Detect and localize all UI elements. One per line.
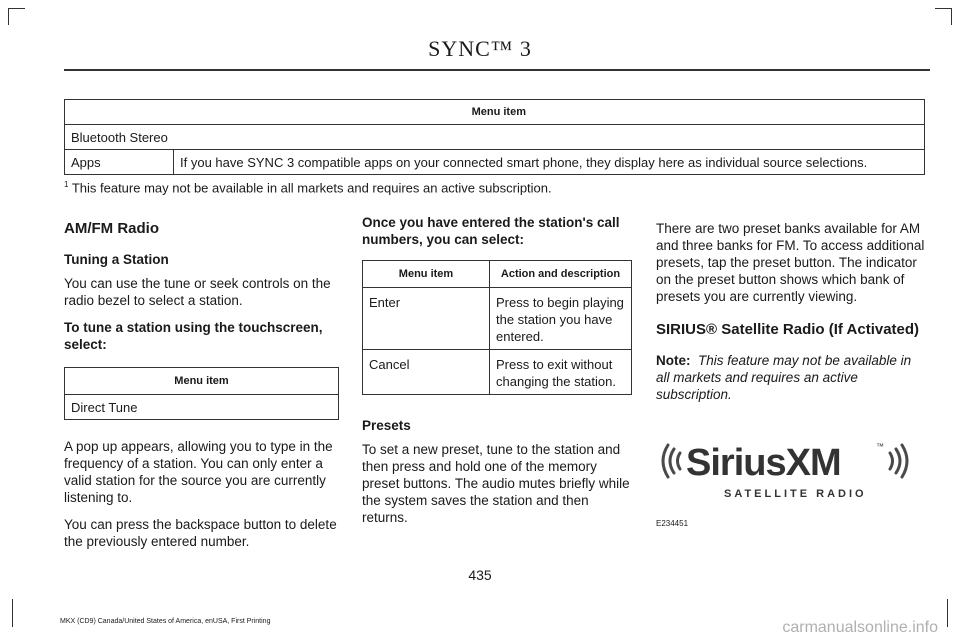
crop-mark-top-right: [935, 8, 952, 25]
page-footer: MKX (CD9) Canada/United States of America, enUSA, First Printing: [60, 618, 271, 625]
menu-table-row-apps-label: Apps: [65, 150, 174, 175]
menu-table-header: Menu item: [65, 100, 925, 125]
paragraph-bold: To tune a station using the touchscreen, select:: [64, 320, 323, 352]
logo-subtitle: SATELLITE RADIO: [724, 488, 867, 500]
section-heading-am-fm: AM/FM Radio: [64, 220, 159, 237]
direct-tune-table-header: Menu item: [65, 368, 339, 395]
action-table-item: Cancel: [363, 350, 490, 395]
footnote: [64, 180, 552, 195]
paragraph: A pop up appears, allowing you to type in the frequency of a station. You can only enter a valid station for the source you are currently listening to.: [64, 439, 333, 505]
subheading-presets: Presets: [362, 418, 411, 433]
logo-trademark: ™: [876, 442, 884, 451]
chapter-title: SYNC™ 3: [428, 36, 532, 61]
paragraph: You can press the backspace button to delete the previously entered number.: [64, 517, 337, 549]
page-number: 435: [468, 567, 492, 583]
image-id: E234451: [656, 519, 689, 528]
note-text: This feature may not be available in all markets and requires an active subscription.: [656, 353, 912, 402]
direct-tune-row: Direct Tune: [65, 395, 339, 420]
action-table-header-action: Action and description: [490, 261, 632, 288]
header-rule: [64, 69, 930, 71]
table-row: [363, 350, 632, 395]
table-row: [363, 288, 632, 350]
section-heading-sirius: SIRIUS® Satellite Radio (If Activated): [656, 321, 920, 338]
crop-mark-bottom-left: [12, 599, 13, 627]
menu-table: [64, 99, 925, 175]
watermark: carmanualsonline.info: [782, 619, 938, 636]
column-1: [64, 220, 339, 560]
column-2: [362, 214, 632, 536]
action-table-item: Enter: [363, 288, 490, 350]
siriusxm-logo-graphic: [656, 431, 918, 513]
action-table: [362, 260, 632, 395]
paragraph: You can use the tune or seek controls on the radio bezel to select a station.: [64, 276, 331, 308]
subheading-tuning: Tuning a Station: [64, 252, 169, 267]
siriusxm-logo: [656, 431, 918, 513]
action-table-desc: Press to exit without changing the station.: [490, 350, 632, 395]
paragraph: To set a new preset, tune to the station and then press and hold one of the memory preset buttons. The audio mutes briefly while the system saves the station and then returns.: [362, 442, 630, 525]
direct-tune-table: [64, 367, 339, 420]
menu-table-row-bluetooth: Bluetooth Stereo: [65, 125, 925, 150]
paragraph: There are two preset banks available for AM and three banks for FM. To access additional presets, tap the preset button. The indicator on the preset button shows which bank of presets you are currently viewing.: [656, 221, 925, 304]
footnote-text: This feature may not be available in all markets and requires an active subscription.: [68, 180, 552, 196]
logo-wordmark: SiriusXM: [686, 442, 841, 484]
note-label: Note:: [656, 353, 691, 368]
menu-table-row-apps-desc: If you have SYNC 3 compatible apps on your connected smart phone, they display here as individual source selections.: [174, 150, 925, 175]
action-table-desc: Press to begin playing the station you have entered.: [490, 288, 632, 350]
crop-mark-top-left: [8, 8, 25, 25]
crop-mark-bottom-right: [947, 599, 948, 627]
column-3: [656, 220, 928, 532]
footnote-marker: 1: [64, 180, 69, 189]
paragraph-bold: Once you have entered the station's call numbers, you can select:: [362, 215, 620, 247]
action-table-header-item: Menu item: [363, 261, 490, 288]
